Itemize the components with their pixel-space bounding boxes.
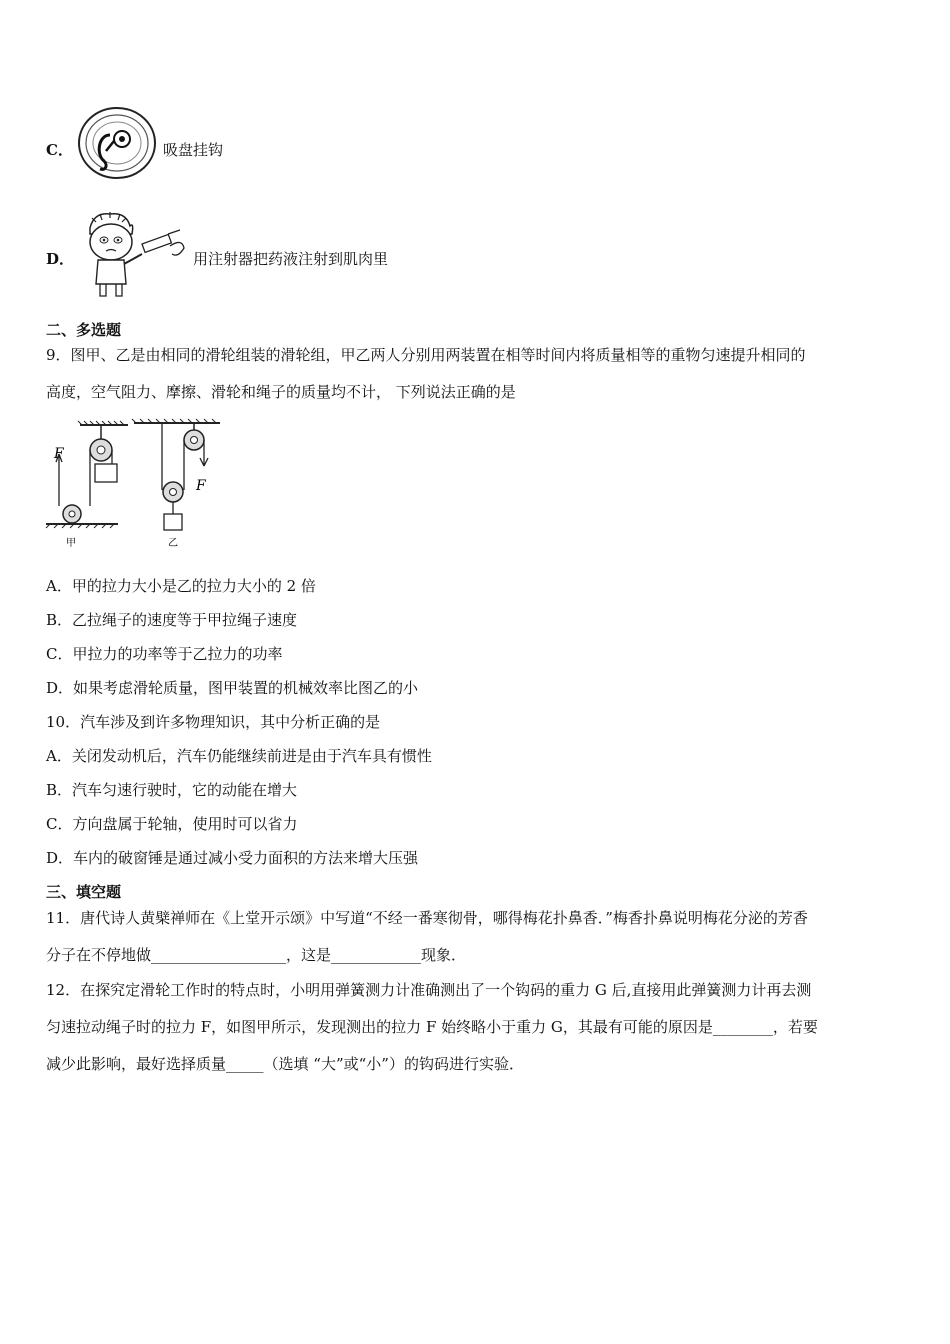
option-c-text: 吸盘挂钩	[163, 141, 224, 159]
q12-stem-line2[interactable]: 匀速拉动绳子时的拉力 F，如图甲所示，发现测出的拉力 F 始终略小于重力 G，其最有可能的原因是________，若要	[46, 1018, 818, 1036]
pulley-figure	[44, 418, 224, 550]
pulley-diagram-jia	[46, 421, 128, 549]
label-yi: 乙	[168, 538, 178, 549]
force-label-jia: F	[54, 446, 64, 462]
q10-option-a[interactable]: A．关闭发动机后，汽车仍能继续前进是由于汽车具有惯性	[46, 747, 432, 765]
q11-stem-line2[interactable]: 分子在不停地做__________________，这是____________现象．	[46, 946, 467, 964]
suction-hook-image	[76, 105, 158, 181]
label-jia: 甲	[66, 538, 76, 549]
q9-option-a[interactable]: A．甲的拉力大小是乙的拉力大小的 2 倍	[46, 577, 316, 595]
q9-option-c[interactable]: C．甲拉力的功率等于乙拉力的功率	[46, 645, 283, 663]
q10-option-b[interactable]: B．汽车匀速行驶时，它的动能在增大	[46, 781, 298, 799]
pulley-diagram-yi	[132, 419, 220, 549]
q10-option-c[interactable]: C．方向盘属于轮轴，使用时可以省力	[46, 815, 298, 833]
option-d-label: D．	[46, 250, 75, 268]
q9-stem-line2: 高度，空气阻力、摩擦、滑轮和绳子的质量均不计， 下列说法正确的是	[46, 383, 516, 401]
q9-stem-line1: 9．图甲、乙是由相同的滑轮组装的滑轮组，甲乙两人分别用两装置在相等时间内将质量相等的重物匀速提升相同的	[46, 346, 806, 364]
syringe-boy-image	[76, 208, 188, 300]
q12-stem-line3[interactable]: 减少此影响，最好选择质量_____（选填 “大”或“小”）的钩码进行实验．	[46, 1055, 524, 1073]
q9-option-b[interactable]: B．乙拉绳子的速度等于甲拉绳子速度	[46, 611, 298, 629]
q11-stem-line1: 11．唐代诗人黄檗禅师在《上堂开示颂》中写道“不经一番寒彻骨，哪得梅花扑鼻香．”梅香扑鼻说明梅花分泌的芳香	[46, 909, 808, 927]
q12-stem-line1: 12．在探究定滑轮工作时的特点时，小明用弹簧测力计准确测出了一个钩码的重力 G 后,直接用此弹簧测力计再去测	[46, 981, 812, 999]
force-label-yi: F	[196, 478, 206, 494]
q10-stem: 10．汽车涉及到许多物理知识，其中分析正确的是	[46, 713, 381, 731]
option-d-text: 用注射器把药液注射到肌肉里	[193, 250, 389, 268]
q9-option-d[interactable]: D．如果考虑滑轮质量，图甲装置的机械效率比图乙的小	[46, 679, 419, 697]
option-c-label: C．	[46, 141, 73, 159]
q10-option-d[interactable]: D．车内的破窗锤是通过减小受力面积的方法来增大压强	[46, 849, 419, 867]
section-title-fill-in: 三、填空题	[46, 883, 122, 901]
section-title-multiple-choice: 二、多选题	[46, 321, 122, 339]
